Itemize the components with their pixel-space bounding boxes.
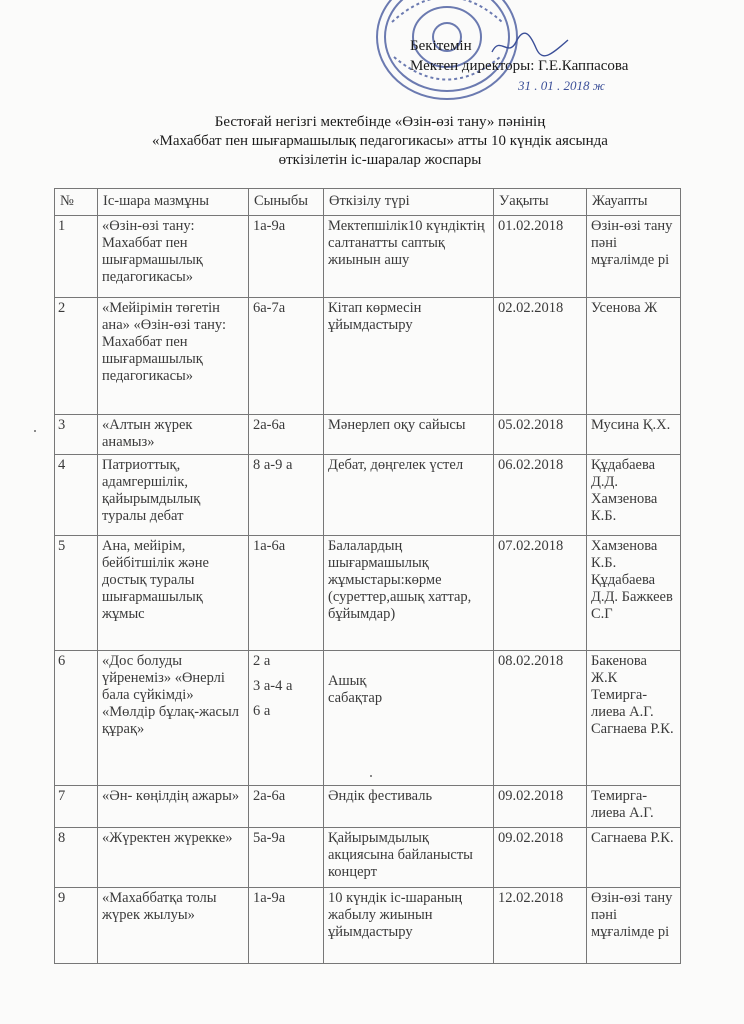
row-grade: 5а-9а: [249, 828, 324, 888]
title-line-3: өткізілетін іс-шаралар жоспары: [278, 152, 482, 168]
row-date: 09.02.2018: [494, 786, 587, 828]
row-content: «Дос болуды үйренеміз» «Өнерлі бала сүйкімді» «Мөлдір бұлақ-жасыл құрақ»: [98, 651, 249, 786]
row-form: 10 күндік іс-шараның жабылу жиынын ұйымдастыру: [324, 888, 494, 964]
row-num: 9: [55, 888, 98, 964]
row-form: Дебат, дөңгелек үстел: [324, 455, 494, 536]
row-date: 09.02.2018: [494, 828, 587, 888]
row-grade: 2а-6а: [249, 786, 324, 828]
approval-date: 31 . 01 . 2018 ж: [518, 78, 605, 93]
scan-speck: [370, 775, 372, 777]
row-content: «Махаббатқа толы жүрек жылуы»: [98, 888, 249, 964]
table-row: [55, 216, 681, 298]
row-form: Кітап көрмесін ұйымдастыру: [324, 298, 494, 415]
row-form: Қайырымдылық акциясына байланысты концерт: [324, 828, 494, 888]
row-responsible: Темирга-лиева А.Г.: [587, 786, 681, 828]
row-grade: 6а-7а: [249, 298, 324, 415]
row-date: 08.02.2018: [494, 651, 587, 786]
row-content: Ана, мейірім, бейбітшілік және достық туралы шығармашылық жұмыс: [98, 536, 249, 651]
row-responsible: Өзін-өзі тану пәні мұғалімде рі: [587, 216, 681, 298]
header-date: Уақыты: [494, 189, 587, 216]
row-responsible: Усенова Ж: [587, 298, 681, 415]
row-grade: 1а-9а: [249, 216, 324, 298]
table-row: [55, 455, 681, 536]
row-date: 05.02.2018: [494, 415, 587, 455]
row-date: 01.02.2018: [494, 216, 587, 298]
grade-item: 6 а: [253, 703, 271, 719]
row-responsible: Сагнаева Р.К.: [587, 828, 681, 888]
row-form: Әндік фестиваль: [324, 786, 494, 828]
row-responsible: Бакенова Ж.К Темирга-лиева А.Г. Сагнаева Р.К.: [587, 651, 681, 786]
row-responsible: Хамзенова К.Б. Құдабаева Д.Д. Бажкеев С.Г: [587, 536, 681, 651]
row-date: 12.02.2018: [494, 888, 587, 964]
row-grade: 8 а-9 а: [249, 455, 324, 536]
document-title: [60, 113, 700, 170]
row-content: «Жүректен жүрекке»: [98, 828, 249, 888]
director-line: Мектеп директоры: Г.Е.Каппасова: [410, 58, 629, 74]
row-form: Балалардың шығармашылық жұмыстары:көрме (суреттер,ашық хаттар, бұйымдар): [324, 536, 494, 651]
table-row: [55, 828, 681, 888]
table-row: [55, 651, 681, 786]
row-num: 4: [55, 455, 98, 536]
row-content: «Өзін-өзі тану: Махаббат пен шығармашылық педагогикасы»: [98, 216, 249, 298]
table-header-row: [55, 189, 681, 216]
row-num: 7: [55, 786, 98, 828]
row-num: 5: [55, 536, 98, 651]
row-responsible: Өзін-өзі тану пәні мұғалімде рі: [587, 888, 681, 964]
row-date: 06.02.2018: [494, 455, 587, 536]
table-row: [55, 415, 681, 455]
scan-speck: [34, 430, 36, 432]
row-num: 3: [55, 415, 98, 455]
row-content: «Ән- көңілдің ажары»: [98, 786, 249, 828]
row-form: [324, 651, 494, 786]
grade-item: 3 а-4 а: [253, 678, 293, 694]
row-form: Мәнерлеп оқу сайысы: [324, 415, 494, 455]
approval-block: [410, 36, 629, 93]
header-grade: Сыныбы: [249, 189, 324, 216]
row-num: 2: [55, 298, 98, 415]
row-form: Мектепшілік10 күндіктің салтанатты саптық жиынын ашу: [324, 216, 494, 298]
table-row: [55, 786, 681, 828]
row-grade: 2а-6а: [249, 415, 324, 455]
header-responsible: Жауапты: [587, 189, 681, 216]
events-table: [54, 188, 681, 964]
table-row: [55, 888, 681, 964]
row-num: 1: [55, 216, 98, 298]
row-grade: 1а-6а: [249, 536, 324, 651]
row-content: «Мейірімін төгетін ана» «Өзін-өзі тану: Махаббат пен шығармашылық педагогикасы»: [98, 298, 249, 415]
header-num: №: [55, 189, 98, 216]
grade-item: 2 а: [253, 653, 271, 669]
table-row: [55, 298, 681, 415]
row-num: 8: [55, 828, 98, 888]
approval-title: Бекітемін: [410, 38, 472, 54]
row-content: Патриоттық, адамгершілік, қайырымдылық туралы дебат: [98, 455, 249, 536]
row-content: «Алтын жүрек анамыз»: [98, 415, 249, 455]
row-num: 6: [55, 651, 98, 786]
table-row: [55, 536, 681, 651]
row-responsible: Мусина Қ.Х.: [587, 415, 681, 455]
row-grade: [249, 651, 324, 786]
form-text: Ашық сабақтар: [328, 673, 383, 706]
row-date: 02.02.2018: [494, 298, 587, 415]
title-line-1: Бестоғай негізгі мектебінде «Өзін-өзі тану» пәнінің: [214, 114, 546, 130]
row-date: 07.02.2018: [494, 536, 587, 651]
header-content: Іс-шара мазмұны: [98, 189, 249, 216]
row-grade: 1а-9а: [249, 888, 324, 964]
header-form: Өткізілу түрі: [324, 189, 494, 216]
row-responsible: Құдабаева Д.Д. Хамзенова К.Б.: [587, 455, 681, 536]
title-line-2: «Махаббат пен шығармашылық педагогикасы» атты 10 күндік аясында: [152, 133, 608, 149]
